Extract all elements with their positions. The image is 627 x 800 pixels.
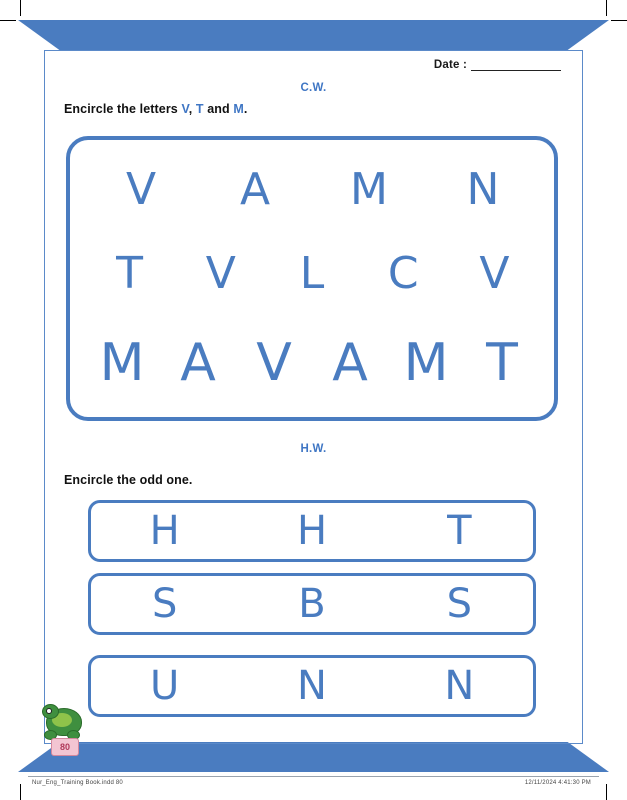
- crop-mark-bottom-right-v: [606, 784, 607, 800]
- instruction-letter-v: V: [181, 102, 189, 116]
- footer-timestamp: 12/11/2024 4:41:30 PM: [524, 780, 591, 786]
- letter-grid: [70, 140, 554, 417]
- date-field-row: [434, 58, 561, 71]
- grid-letter[interactable]: V: [479, 248, 510, 300]
- turtle-eye: [46, 708, 52, 714]
- odd-one-out-row: [88, 655, 536, 717]
- grid-letter[interactable]: M: [99, 332, 145, 393]
- grid-letter[interactable]: M: [403, 332, 449, 393]
- instruction-sep-1: ,: [188, 102, 196, 116]
- instruction-prefix: Encircle the letters: [64, 102, 182, 116]
- homework-tag: H.W.: [300, 443, 327, 455]
- instruction-suffix: .: [243, 102, 248, 116]
- grid-letter[interactable]: V: [205, 248, 236, 300]
- grid-letter[interactable]: N: [466, 164, 500, 216]
- instruction-letter-t: T: [195, 102, 204, 116]
- odd-one-letter[interactable]: H: [149, 508, 180, 554]
- classwork-instruction: [64, 102, 247, 116]
- odd-one-letter[interactable]: B: [298, 581, 326, 627]
- odd-one-letter[interactable]: T: [447, 508, 472, 554]
- date-input-line[interactable]: [471, 58, 561, 71]
- crop-mark-bottom-left-v: [20, 784, 21, 800]
- crop-mark-top-right-v: [606, 0, 607, 16]
- grid-letter[interactable]: A: [239, 164, 271, 216]
- grid-letter[interactable]: V: [125, 164, 157, 216]
- instruction-sep-2: and: [203, 102, 234, 116]
- footer-file-info: Nur_Eng_Training Book.indd 80: [32, 780, 123, 786]
- classwork-tag: C.W.: [300, 82, 327, 94]
- grid-letter[interactable]: T: [116, 248, 144, 300]
- crop-mark-top-left-v: [20, 0, 21, 16]
- grid-letter[interactable]: C: [387, 248, 419, 300]
- bottom-decorative-band: [18, 742, 609, 772]
- crop-mark-top-right-h: [611, 20, 627, 21]
- grid-letter[interactable]: A: [180, 332, 216, 393]
- date-label: Date :: [433, 59, 467, 71]
- letter-search-box: [66, 136, 558, 421]
- grid-letter[interactable]: T: [486, 332, 518, 393]
- crop-mark-top-left-h: [0, 20, 16, 21]
- turtle-mascot-icon: [40, 700, 88, 762]
- odd-one-letter[interactable]: S: [446, 581, 473, 627]
- odd-one-out-row: [88, 500, 536, 562]
- grid-letter[interactable]: M: [350, 164, 388, 216]
- letter-row: [84, 164, 540, 216]
- top-decorative-band: [18, 20, 609, 50]
- odd-one-letter[interactable]: N: [444, 663, 475, 709]
- page-number-badge: 80: [51, 738, 79, 756]
- grid-letter[interactable]: L: [299, 248, 325, 300]
- odd-one-letter[interactable]: H: [296, 508, 328, 554]
- homework-instruction: Encircle the odd one.: [64, 473, 193, 487]
- grid-letter[interactable]: V: [256, 332, 292, 393]
- letter-row: [84, 332, 540, 393]
- letter-row: [84, 248, 540, 300]
- odd-one-out-row: [88, 573, 536, 635]
- odd-one-letter[interactable]: U: [150, 663, 180, 709]
- odd-one-letter[interactable]: S: [151, 581, 178, 627]
- footer-divider: [28, 776, 599, 777]
- instruction-letter-m: M: [233, 102, 244, 116]
- odd-one-letter[interactable]: N: [297, 663, 327, 709]
- grid-letter[interactable]: A: [332, 332, 368, 393]
